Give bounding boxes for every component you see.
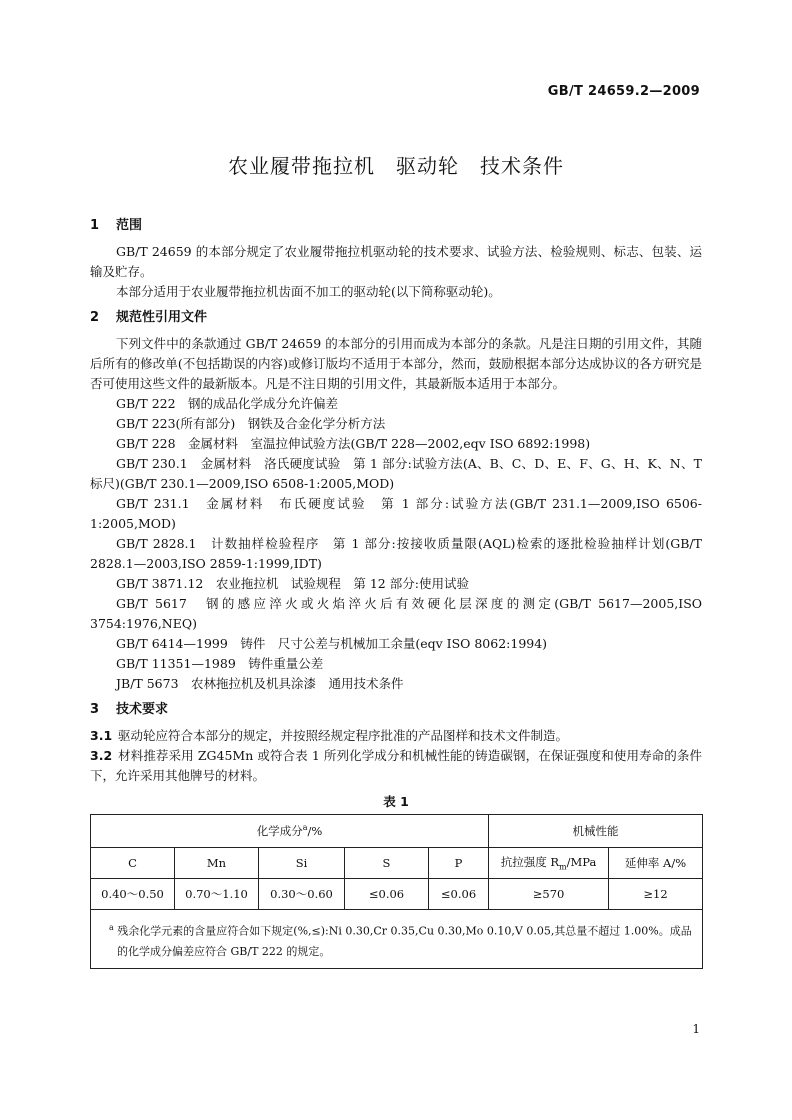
table-cell: 0.40～0.50 [91,879,175,910]
column-header: S [345,848,429,879]
reference-item: GB/T 222 钢的成品化学成分允许偏差 [116,396,339,411]
group-header-mechanical: 机械性能 [489,815,703,848]
clause-3-1 [90,726,702,746]
clause-number: 3.2 [90,748,113,763]
column-header-elongation: 延伸率 A/% [609,848,703,879]
clause-text: 驱动轮应符合本部分的规定，并按照经规定程序批准的产品图样和技术文件制造。 [118,728,569,743]
section-number: 2 [90,310,100,325]
table-column-header-row [91,848,703,879]
footnote-mark: a [109,923,114,932]
footnote-text: 残余化学元素的含量应符合如下规定(%,≤):Ni 0.30,Cr 0.35,Cu 0.30,Mo 0.10,V 0.05,其总量不超过 1.00%。成品的化学成分偏差应符合 GB/T 222 的规定。 [117,924,692,958]
table-cell: ≥12 [609,879,703,910]
table-row [91,879,703,910]
column-header-tensile: 抗拉强度 $R_m$/MPa [489,848,609,879]
table-caption: 表 1 [383,794,409,809]
reference-item: GB/T 11351—1989 铸件重量公差 [116,656,324,671]
table-group-header-row [91,815,703,848]
table-cell: ≥570 [489,879,609,910]
table-cell: ≤0.06 [429,879,489,910]
column-header: P [429,848,489,879]
column-header: Mn [175,848,259,879]
composition-table [90,814,703,969]
reference-item: JB/T 5673 农林拖拉机及机具涂漆 通用技术条件 [116,676,404,691]
reference-item: GB/T 223(所有部分) 钢铁及合金化学分析方法 [116,416,386,431]
reference-item: GB/T 228 金属材料 室温拉伸试验方法(GB/T 228—2002,eqv ISO 6892:1998) [116,436,591,451]
reference-item: GB/T 5617 钢的感应淬火或火焰淬火后有效硬化层深度的测定(GB/T 5617—2005,ISO 3754:1976,NEQ) [90,596,702,631]
section-number: 1 [90,218,100,233]
section-heading-scope [90,216,702,236]
standard-number: GB/T 24659.2—2009 [547,84,700,99]
table-cell: 0.30～0.60 [259,879,345,910]
section-title: 规范性引用文件 [116,310,208,325]
table-note-row [91,910,703,969]
table-footnote [91,910,703,969]
section-title: 技术要求 [116,702,169,717]
document-title: 农业履带拖拉机 驱动轮 技术条件 [228,154,564,178]
reference-item: GB/T 6414—1999 铸件 尺寸公差与机械加工余量(eqv ISO 8062:1994) [116,636,548,651]
reference-item: GB/T 231.1 金属材料 布氏硬度试验 第 1 部分:试验方法(GB/T 231.1—2009,ISO 6506-1:2005,MOD) [90,496,702,531]
section-number: 3 [90,702,100,717]
clause-number: 3.1 [90,728,113,743]
reference-item: GB/T 3871.12 农业拖拉机 试验规程 第 12 部分:使用试验 [116,576,469,591]
scope-paragraph-1: GB/T 24659 的本部分规定了农业履带拖拉机驱动轮的技术要求、试验方法、检验规则、标志、包装、运输及贮存。 [90,244,702,279]
reference-item: GB/T 2828.1 计数抽样检验程序 第 1 部分:按接收质量限(AQL)检索的逐批检验抽样计划(GB/T 2828.1—2003,ISO 2859-1:1999,IDT) [90,536,702,571]
group-header-chemical: 化学成分$^a$/% [91,815,489,848]
page-number: 1 [692,1022,700,1036]
scope-paragraph-2: 本部分适用于农业履带拖拉机齿面不加工的驱动轮(以下简称驱动轮)。 [116,284,501,299]
column-header: Si [259,848,345,879]
reference-item: GB/T 230.1 金属材料 洛氏硬度试验 第 1 部分:试验方法(A、B、C、D、E、F、G、H、K、N、T 标尺)(GB/T 230.1—2009,ISO 6508-1:2005,MOD) [90,456,702,491]
section-title: 范围 [116,218,143,233]
clause-3-2 [90,746,702,786]
table-cell: 0.70～1.10 [175,879,259,910]
section-heading-normative-references [90,308,702,328]
clause-text: 材料推荐采用 ZG45Mn 或符合表 1 所列化学成分和机械性能的铸造碳钢，在保证强度和使用寿命的条件下，允许采用其他牌号的材料。 [90,748,702,783]
document-body [90,216,702,969]
table-cell: ≤0.06 [345,879,429,910]
references-intro: 下列文件中的条款通过 GB/T 24659 的本部分的引用而成为本部分的条款。凡是注日期的引用文件，其随后所有的修改单(不包括勘误的内容)或修订版均不适用于本部分，然而，鼓励根据本部分达成协议的各方研究是否可使用这些文件的最新版本。凡是不注日期的引用文件，其最新版本适用于本部分。 [90,336,702,391]
column-header: C [91,848,175,879]
section-heading-technical-requirements [90,700,702,720]
